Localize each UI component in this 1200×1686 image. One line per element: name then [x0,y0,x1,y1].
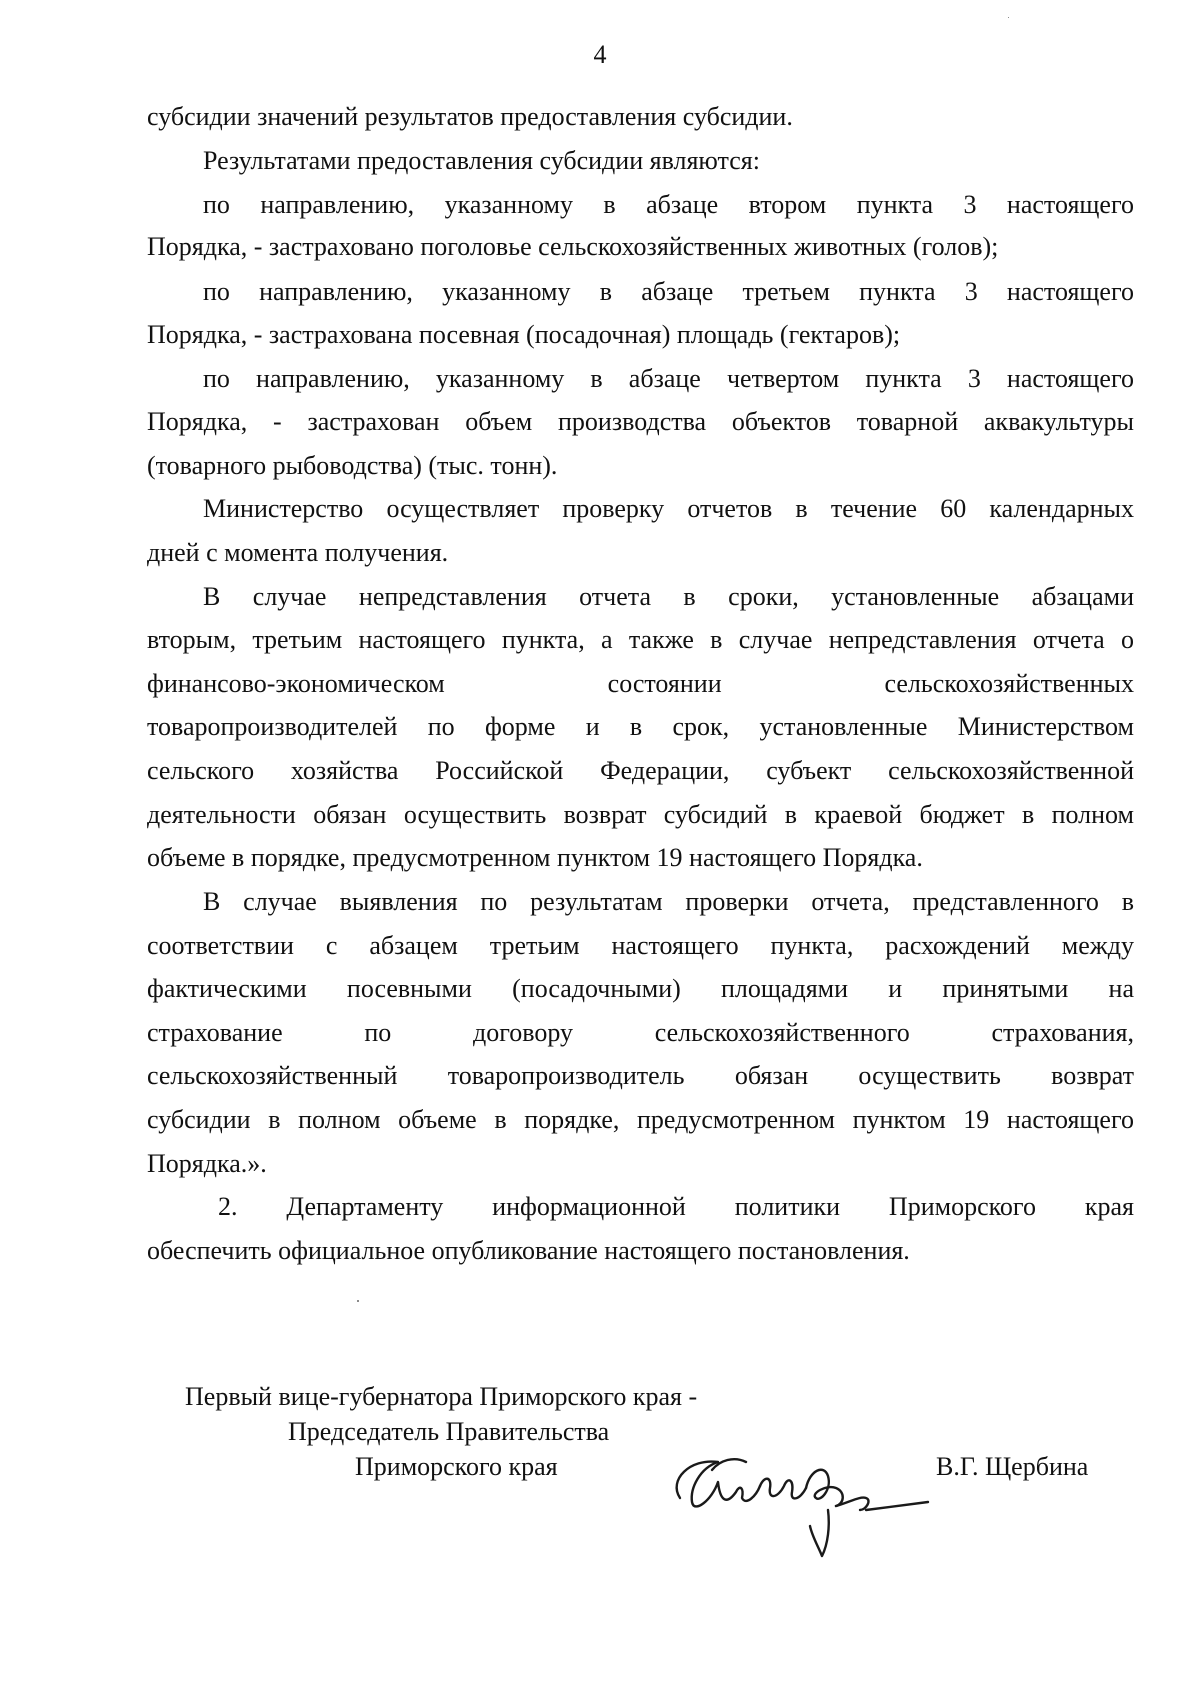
text-line: сельскохозяйственный товаропроизводитель обязан осуществить возврат [147,1061,1134,1090]
text-line: страхование по договору сельскохозяйственного страхования, [147,1018,1134,1047]
text-line: Порядка, - застраховано поголовье сельскохозяйственных животных (голов); [147,232,999,261]
text-line: сельского хозяйства Российской Федерации, субъект сельскохозяйственной [147,756,1134,785]
text-line: соответствии с абзацем третьим настоящего пункта, расхождений между [147,931,1134,960]
text-line: финансово-экономическом состоянии сельскохозяйственных [147,669,1134,698]
handwritten-signature [660,1440,930,1570]
text-line: Министерство осуществляет проверку отчетов в течение 60 календарных [203,494,1134,523]
text-line: Порядка, - застрахован объем производства объектов товарной аквакультуры [147,407,1134,436]
text-line: субсидии в полном объеме в порядке, предусмотренном пунктом 19 настоящего [147,1105,1134,1134]
text-line: В случае выявления по результатам проверки отчета, представленного в [203,887,1134,916]
text-line: обеспечить официальное опубликование настоящего постановления. [147,1236,910,1265]
signatory-title-line: Приморского края [355,1452,558,1481]
text-line: В случае непредставления отчета в сроки, установленные абзацами [203,582,1134,611]
text-line: товаропроизводителей по форме и в срок, установленные Министерством [147,712,1134,741]
text-line: 2. Департаменту информационной политики Приморского края [218,1192,1134,1221]
text-line: (товарного рыбоводства) (тыс. тонн). [147,451,558,480]
signatory-name: В.Г. Щербина [936,1452,1089,1481]
text-line: субсидии значений результатов предоставления субсидии. [147,102,793,131]
page-number: 4 [593,40,607,69]
text-line: вторым, третьим настоящего пункта, а также в случае непредставления отчета о [147,625,1134,654]
text-line: Порядка.». [147,1149,267,1178]
signatory-title-line: Председатель Правительства [288,1417,610,1446]
text-line: Результатами предоставления субсидии являются: [203,146,760,175]
text-line: фактическими посевными (посадочными) площадями и принятыми на [147,974,1134,1003]
text-line: по направлению, указанному в абзаце втором пункта 3 настоящего [203,190,1134,219]
scan-speck [1008,17,1009,18]
text-line: Порядка, - застрахована посевная (посадочная) площадь (гектаров); [147,320,901,349]
signatory-title-line: Первый вице-губернатора Приморского края - [185,1382,698,1411]
scan-speck [357,1300,359,1302]
text-line: деятельности обязан осуществить возврат субсидий в краевой бюджет в полном [147,800,1134,829]
text-line: дней с момента получения. [147,538,449,567]
text-line: объеме в порядке, предусмотренном пунктом 19 настоящего Порядка. [147,843,923,872]
text-line: по направлению, указанному в абзаце третьем пункта 3 настоящего [203,277,1134,306]
text-line: по направлению, указанному в абзаце четвертом пункта 3 настоящего [203,364,1134,393]
